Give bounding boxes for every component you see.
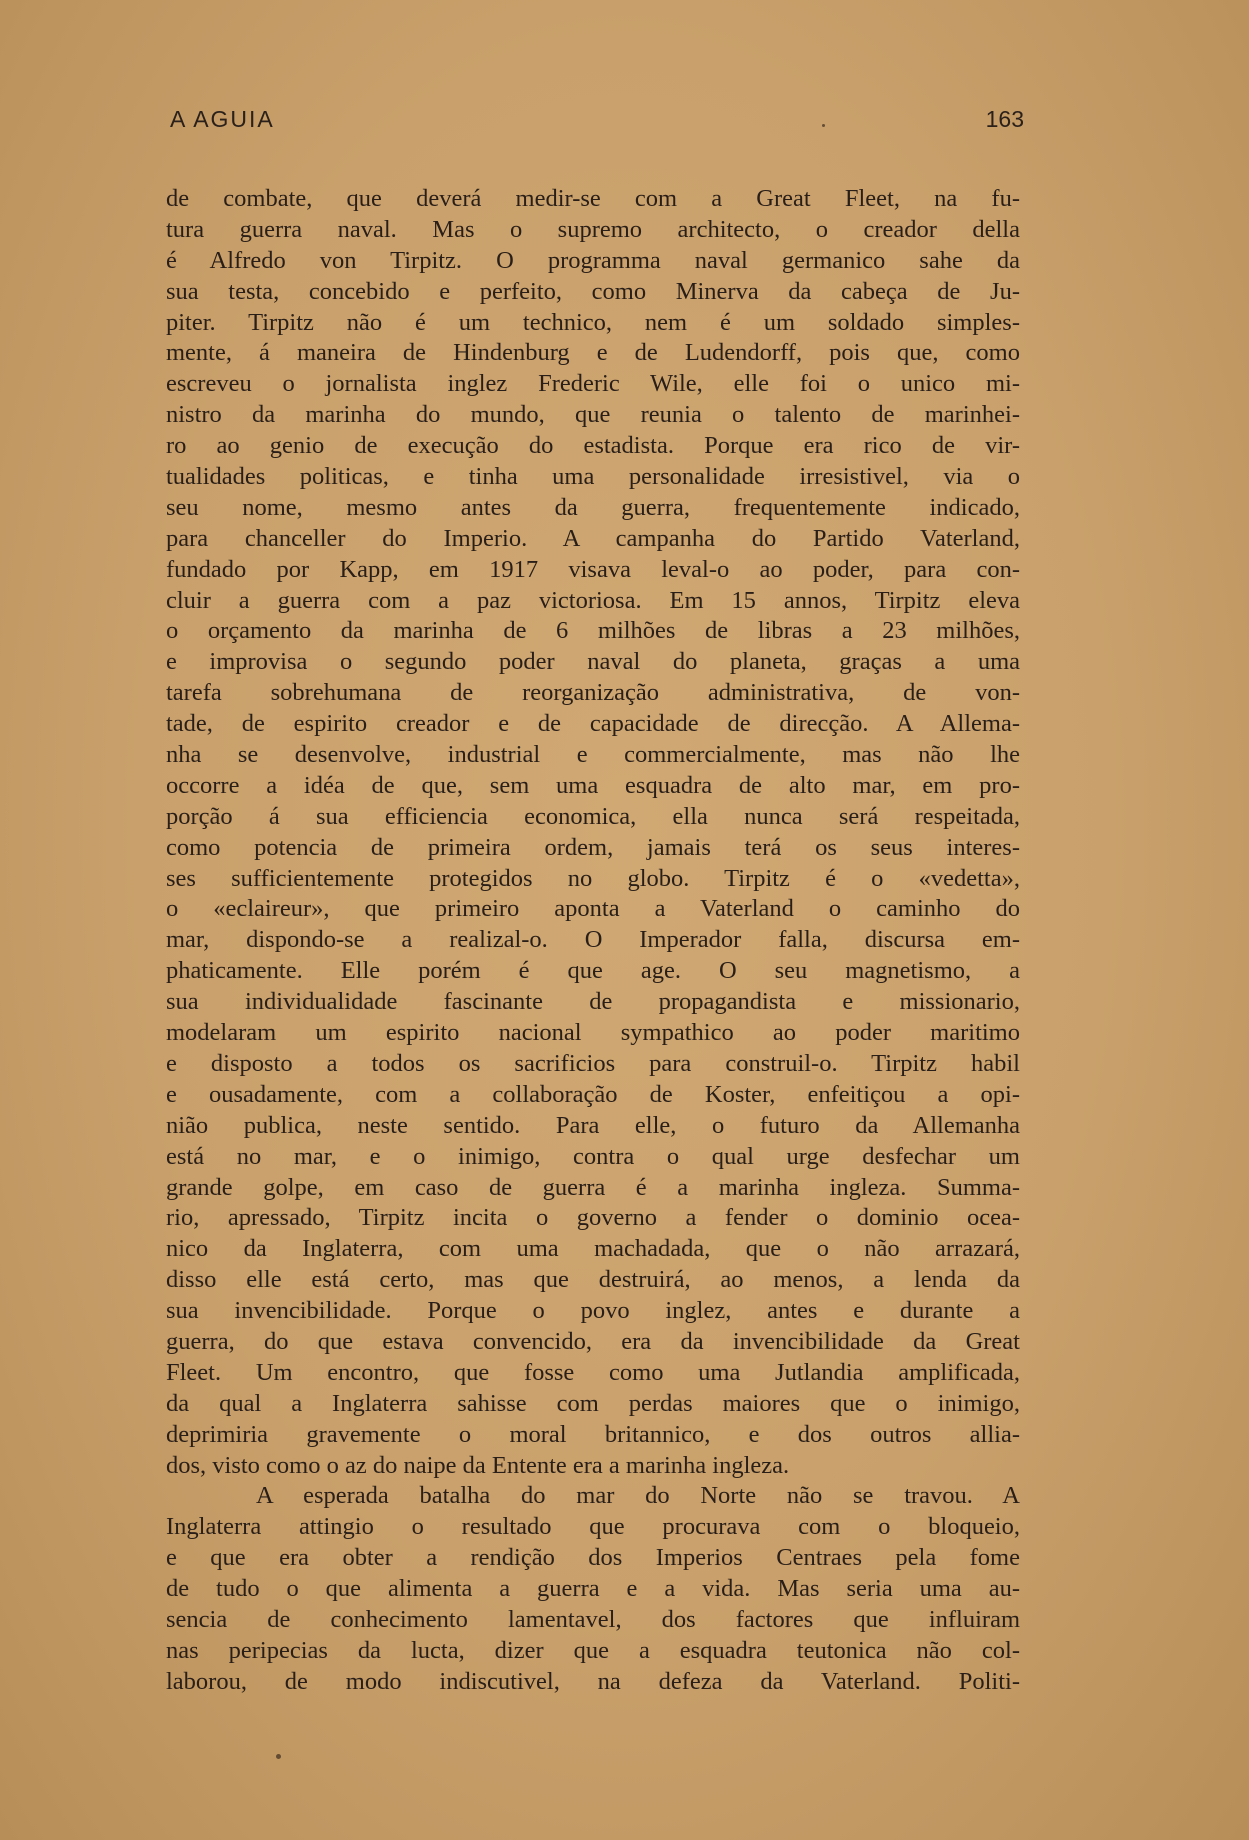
text-line: sua invencibilidade. Porque o povo inglez, antes e durante a <box>166 1297 1020 1325</box>
text-line: cluir a guerra com a paz victoriosa. Em 15 annos, Tirpitz eleva <box>166 586 1020 614</box>
text-line: occorre a idéa de que, sem uma esquadra de alto mar, em pro- <box>166 771 1020 799</box>
text-line: o «eclaireur», que primeiro aponta a Vaterland o caminho do <box>166 895 1020 923</box>
text-line: de tudo o que alimenta a guerra e a vida. Mas seria uma au- <box>166 1575 1020 1603</box>
text-line: ses sufficientemente protegidos no globo. Tirpitz é o «vedetta», <box>166 864 1020 892</box>
text-line: tura guerra naval. Mas o supremo architecto, o creador della <box>166 215 1020 243</box>
paragraph-first-line: A esperada batalha do mar do Norte não se travou. A <box>256 1482 1020 1510</box>
text-line: Inglaterra attingio o resultado que procurava com o bloqueio, <box>166 1513 1020 1541</box>
text-line: seu nome, mesmo antes da guerra, frequentemente indicado, <box>166 493 1020 521</box>
text-line: nas peripecias da lucta, dizer que a esquadra teutonica não col- <box>166 1636 1020 1664</box>
text-line: tade, de espirito creador e de capacidade de direcção. A Allema- <box>166 710 1020 738</box>
text-line: como potencia de primeira ordem, jamais terá os seus interes- <box>166 833 1020 861</box>
text-line: phaticamente. Elle porém é que age. O seu magnetismo, a <box>166 957 1020 985</box>
text-line: nico da Inglaterra, com uma machadada, que o não arrazará, <box>166 1235 1020 1263</box>
text-line: e improvisa o segundo poder naval do planeta, graças a uma <box>166 648 1020 676</box>
body-text <box>166 184 1020 1698</box>
text-line: mente, á maneira de Hindenburg e de Ludendorff, pois que, como <box>166 339 1020 367</box>
text-line: da qual a Inglaterra sahisse com perdas maiores que o inimigo, <box>166 1389 1020 1417</box>
text-line: sua testa, concebido e perfeito, como Minerva da cabeça de Ju- <box>166 277 1020 305</box>
text-line: modelaram um espirito nacional sympathico ao poder maritimo <box>166 1019 1020 1047</box>
text-line: escreveu o jornalista inglez Frederic Wile, elle foi o unico mi- <box>166 370 1020 398</box>
text-line: nha se desenvolve, industrial e commercialmente, mas não lhe <box>166 741 1020 769</box>
text-line: fundado por Kapp, em 1917 visava leval-o ao poder, para con- <box>166 555 1020 583</box>
text-line: porção á sua efficiencia economica, ella nunca será respeitada, <box>166 802 1020 830</box>
ink-speck <box>276 1754 281 1759</box>
text-line: e ousadamente, com a collaboração de Koster, enfeitiçou a opi- <box>166 1080 1020 1108</box>
text-line: o orçamento da marinha de 6 milhões de libras a 23 milhões, <box>166 617 1020 645</box>
text-line: piter. Tirpitz não é um technico, nem é um soldado simples- <box>166 308 1020 336</box>
text-line: grande golpe, em caso de guerra é a marinha ingleza. Summa- <box>166 1173 1020 1201</box>
text-line: é Alfredo von Tirpitz. O programma naval germanico sahe da <box>166 246 1020 274</box>
text-line: tualidades politicas, e tinha uma personalidade irresistivel, via o <box>166 463 1020 491</box>
text-line: ro ao genio de execução do estadista. Porque era rico de vir- <box>166 432 1020 460</box>
ink-speck <box>822 124 825 127</box>
paragraph-last-line: dos, visto como o az do naipe da Entente era a marinha ingleza. <box>166 1451 790 1479</box>
text-line: de combate, que deverá medir-se com a Great Fleet, na fu- <box>166 185 1020 212</box>
text-line: e que era obter a rendição dos Imperios Centraes pela fome <box>166 1544 1020 1572</box>
page-header <box>170 106 1024 136</box>
text-line: e disposto a todos os sacrificios para construil-o. Tirpitz habil <box>166 1049 1020 1077</box>
text-line: Fleet. Um encontro, que fosse como uma Jutlandia amplificada, <box>166 1358 1020 1386</box>
text-line: rio, apressado, Tirpitz incita o governo a fender o dominio ocea- <box>166 1204 1020 1232</box>
page-number: 163 <box>985 106 1024 132</box>
text-line: deprimiria gravemente o moral britannico, e dos outros allia- <box>166 1420 1020 1448</box>
text-line: mar, dispondo-se a realizal-o. O Imperador falla, discursa em- <box>166 926 1020 954</box>
text-line: sencia de conhecimento lamentavel, dos factores que influiram <box>166 1605 1020 1633</box>
text-line: disso elle está certo, mas que destruirá, ao menos, a lenda da <box>166 1266 1020 1294</box>
text-line: nião publica, neste sentido. Para elle, o futuro da Allemanha <box>166 1111 1020 1139</box>
text-line: está no mar, e o inimigo, contra o qual urge desfechar um <box>166 1142 1020 1170</box>
text-line: tarefa sobrehumana de reorganização administrativa, de von- <box>166 679 1020 707</box>
text-line: laborou, de modo indiscutivel, na defeza da Vaterland. Politi- <box>166 1667 1020 1695</box>
text-line: nistro da marinha do mundo, que reunia o talento de marinhei- <box>166 401 1020 429</box>
text-line: guerra, do que estava convencido, era da invencibilidade da Great <box>166 1327 1020 1355</box>
text-line: para chanceller do Imperio. A campanha do Partido Vaterland, <box>166 524 1020 552</box>
running-title: A AGUIA <box>170 106 275 132</box>
text-line: sua individualidade fascinante de propagandista e missionario, <box>166 988 1020 1016</box>
